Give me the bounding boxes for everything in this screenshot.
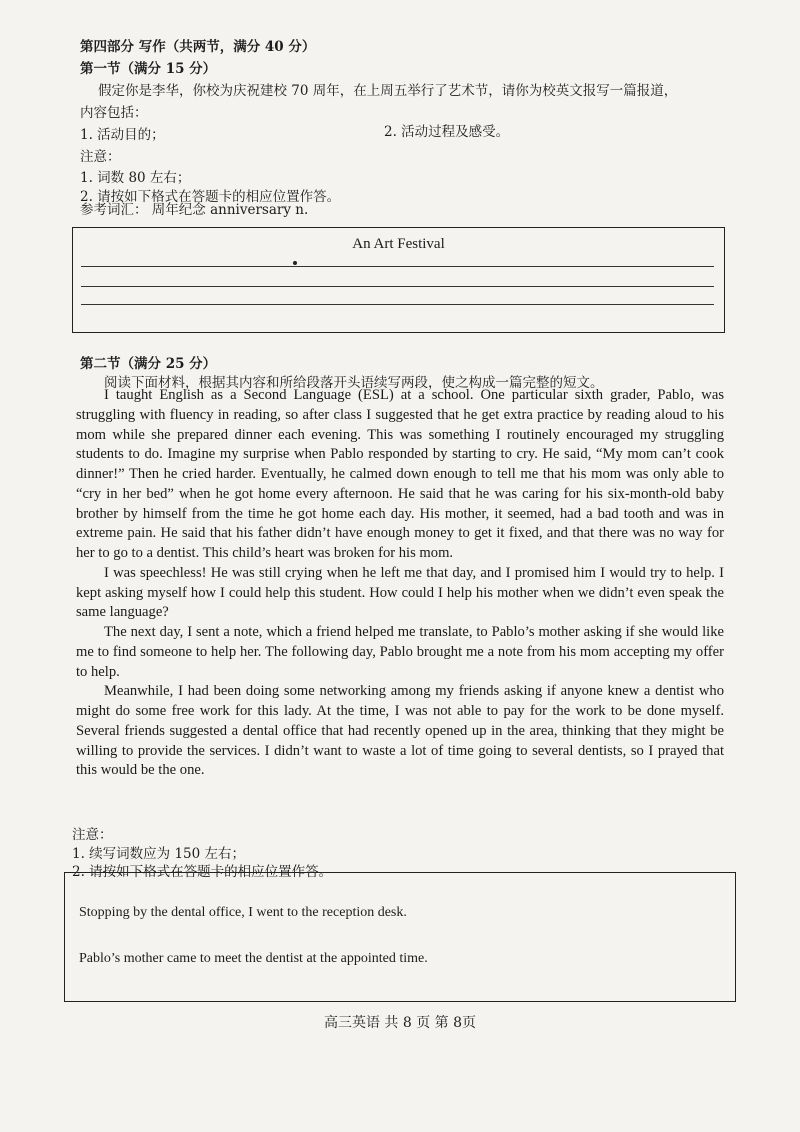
note-label: 注意： [80,149,121,165]
paragraph-opening-2: Pablo’s mother came to meet the dentist at the appointed time. [79,951,428,966]
writing-line [81,266,714,267]
note-1: 1. 词数 80 左右； [80,170,191,186]
paragraph-opening-1: Stopping by the dental office, I went to the reception desk. [79,905,407,920]
note-2: 2. 请按如下格式在答题卡的相应位置作答。 [80,189,341,205]
section2-instruction: 阅读下面材料，根据其内容和所给段落开头语续写两段，使之构成一篇完整的短文。 [104,375,604,391]
answer-box-art-festival [72,227,725,333]
box-title: An Art Festival [352,236,445,252]
section1-heading: 第一节（满分 15 分） [80,61,217,77]
passage-paragraph: The next day, I sent a note, which a friend helped me translate, to Pablo’s mother asking if she would like me to find someone to help her. The following day, Pablo brought me a note from his mom accepting my offer to help. [76,624,724,680]
content-point-1: 1. 活动目的； [80,127,165,143]
reading-passage [76,386,724,781]
content-point-2: 2. 活动过程及感受。 [384,124,510,140]
writing-line [81,304,714,305]
answer-box-continuation [64,872,736,1002]
part-heading: 第四部分 写作（共两节，满分 40 分） [80,39,316,55]
reference-vocab: 参考词汇： 周年纪念 anniversary n. [80,202,309,218]
section1-prompt-cont: 内容包括： [80,105,148,121]
section2-heading: 第二节（满分 25 分） [80,356,217,372]
page-footer: 高三英语 共 8 页 第 8页 [323,1015,477,1031]
note2-1: 1. 续写词数应为 150 左右； [72,846,246,862]
passage-paragraph: I was speechless! He was still crying when he left me that day, and I promised him I would try to help. I kept asking myself how I could help this student. How could I help his mother when we didn’t even speak the same language? [76,564,724,621]
note2-label: 注意： [72,827,113,843]
section1-prompt: 假定你是李华，你校为庆祝建校 70 周年，在上周五举行了艺术节，请你为校英文报写一篇报道， [98,83,678,99]
passage-paragraph: Meanwhile, I had been doing some networking among my friends asking if anyone knew a dentist who might do some free work for this lady. At the time, I was not able to pay for the work to be done myself. Several friends suggested a dental office that had recently opened up in the area, thinking that they might be willing to provide the services. I didn’t want to waste a lot of time going to several dentists, so I prayed that this would be the one. [76,683,724,779]
passage-paragraph: I taught English as a Second Language (ESL) at a school. One particular sixth grader, Pablo, was struggling with fluency in reading, so after class I suggested that he get extra practice by reading aloud to his mom while she prepared dinner each evening. This was something I routinely encouraged my struggling students to do. Imagine my surprise when Pablo responded by starting to cry. He said, “My mom can’t cook dinner!” Then he cried harder. Eventually, he calmed down enough to tell me that his mom was only able to “cry in her bed” when he got home every afternoon. He said that he was caring for his six-month-old baby brother by himself from the time he got home each day. His mother, it seemed, had a bad tooth and was in extreme pain. He said that his father didn’t have enough money to get it fixed, and that there was no way for her to go to a dentist. This child’s heart was broken for his mom. [76,387,724,561]
writing-line [81,286,714,287]
pen-dot [293,261,297,265]
note2-2: 2. 请按如下格式在答题卡的相应位置作答。 [72,864,333,880]
